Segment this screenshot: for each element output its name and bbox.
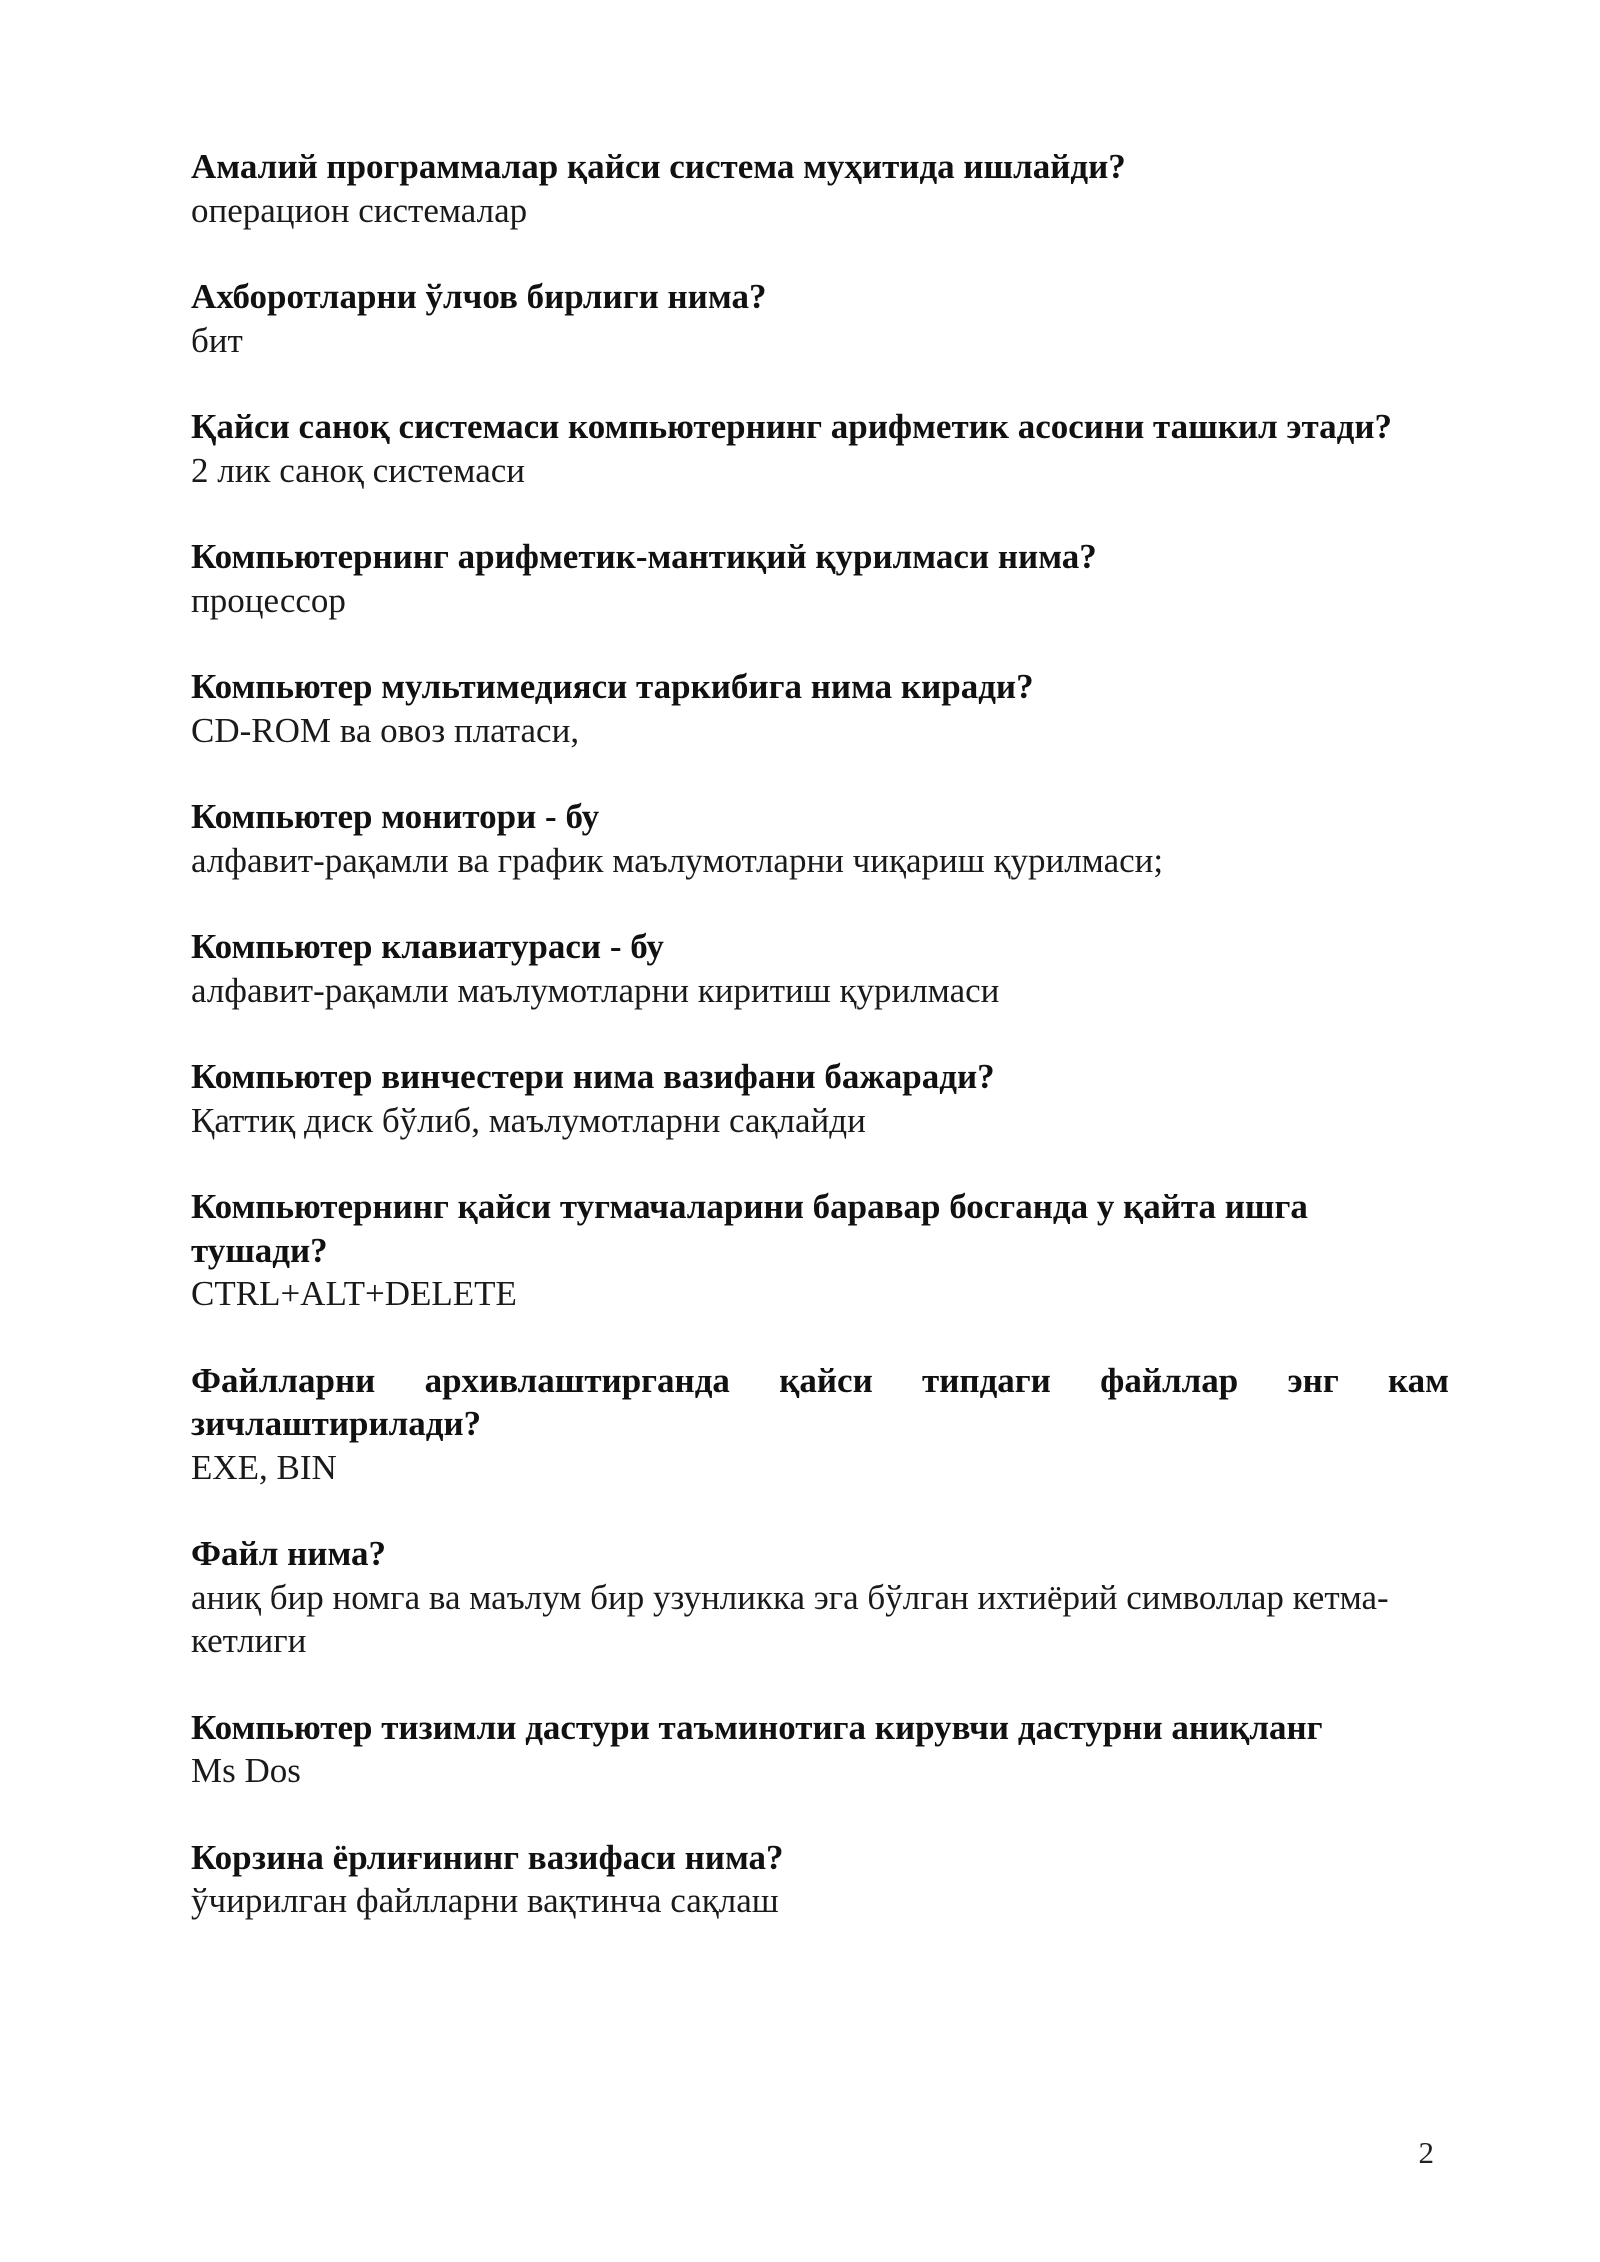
qa-item-11 <box>191 1532 1449 1663</box>
question-text: Компьютер винчестери нима вазифани бажаради? <box>191 1057 995 1096</box>
question-text: Компьютернинг арифметик-мантиқий қурилмаси нима? <box>191 537 1097 576</box>
question-text: Компьютер тизимли дастури таъминотига кирувчи дастурни аниқланг <box>191 1707 1323 1747</box>
qa-item-1 <box>191 145 1449 232</box>
page-number: 2 <box>1418 2135 1434 2170</box>
answer-text: процессор <box>191 580 346 620</box>
qa-item-9 <box>191 1185 1449 1316</box>
qa-list <box>191 145 1449 1966</box>
question-text: Файлларни архивлаштирганда қайси типдаги файллар энг кам зичлаштирилади? <box>191 1360 1449 1443</box>
qa-item-3 <box>191 405 1449 492</box>
question-text: Компьютер монитори - бу <box>191 797 600 836</box>
qa-item-8 <box>191 1055 1449 1142</box>
qa-item-6 <box>191 795 1449 882</box>
question-text: Компьютер мультимедияси таркибига нима киради? <box>191 667 1034 706</box>
qa-item-10 <box>191 1359 1449 1490</box>
qa-item-13 <box>191 1836 1449 1923</box>
question-text: Қайси саноқ системаси компьютернинг арифметик асосини ташкил этади? <box>191 407 1393 446</box>
answer-text: Қаттиқ диск бўлиб, маълумотларни сақлайди <box>191 1100 866 1140</box>
answer-text: CD-ROM ва овоз платаси, <box>191 710 580 750</box>
answer-text: алфавит-рақамли ва график маълумотларни чиқариш қурилмаси; <box>191 840 1164 880</box>
answer-text: 2 лик саноқ системаси <box>191 450 526 490</box>
answer-text: операцион системалар <box>191 190 528 230</box>
question-text: Компьютер клавиатураси - бу <box>191 927 664 966</box>
answer-text: алфавит-рақамли маълумотларни киритиш қурилмаси <box>191 970 1000 1010</box>
qa-item-12 <box>191 1706 1449 1793</box>
question-text: Ахборотларни ўлчов бирлиги нима? <box>191 277 767 316</box>
question-text: Корзина ёрлиғининг вазифаси нима? <box>191 1837 784 1877</box>
answer-text: CTRL+ALT+DELETE <box>191 1274 517 1313</box>
question-text: Компьютернинг қайси тугмачаларини баравар босганда у қайта ишга тушади? <box>191 1187 1308 1270</box>
qa-item-4 <box>191 535 1449 622</box>
qa-item-7 <box>191 925 1449 1012</box>
answer-text: бит <box>191 320 243 360</box>
question-text: Файл нима? <box>191 1534 387 1573</box>
qa-item-2 <box>191 275 1449 362</box>
answer-text: EXE, BIN <box>191 1447 337 1487</box>
qa-item-5 <box>191 665 1449 752</box>
answer-text: Ms Dos <box>191 1751 301 1790</box>
answer-text: ўчирилган файлларни вақтинча сақлаш <box>191 1881 779 1920</box>
question-text: Амалий программалар қайси система муҳитида ишлайди? <box>191 147 1126 186</box>
answer-text: аниқ бир номга ва маълум бир узунликка эга бўлган ихтиёрий символлар кетма-кетлиги <box>191 1577 1389 1660</box>
